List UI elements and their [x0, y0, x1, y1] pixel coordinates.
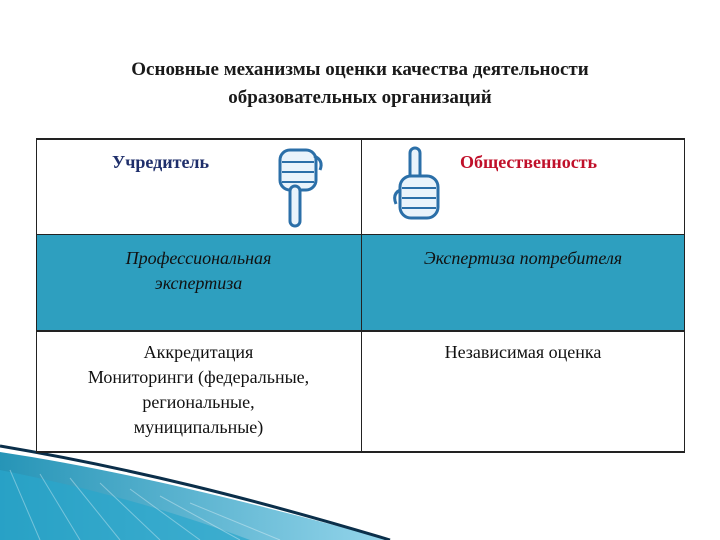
row3-left-line-3: региональные,	[142, 392, 255, 412]
row3-left-line-1: Аккредитация	[143, 342, 254, 362]
row3-left-line-2: Мониторинги (федеральные,	[87, 367, 310, 387]
table-border-center	[361, 138, 362, 453]
professional-expertise-line-1: Профессиональная	[125, 248, 272, 268]
page-title	[40, 56, 680, 112]
hand-pointing-up-icon	[392, 144, 448, 228]
professional-expertise-line-2: экспертиза	[154, 273, 243, 293]
consumer-expertise: Экспертиза потребителя	[423, 248, 623, 268]
independent-assessment: Независимая оценка	[444, 342, 602, 362]
hand-pointing-down-icon	[276, 146, 328, 232]
title-line-1: Основные механизмы оценки качества деятельности	[131, 59, 589, 80]
mechanisms-table	[36, 138, 685, 453]
header-founder: Учредитель	[112, 152, 210, 172]
row3-left-line-4: муниципальные)	[133, 417, 264, 437]
title-line-2: образовательных организаций	[228, 87, 492, 108]
table-border-right	[684, 138, 685, 453]
professional-expertise	[36, 246, 361, 296]
accreditation-monitoring	[36, 340, 361, 440]
header-public: Общественность	[460, 152, 598, 172]
